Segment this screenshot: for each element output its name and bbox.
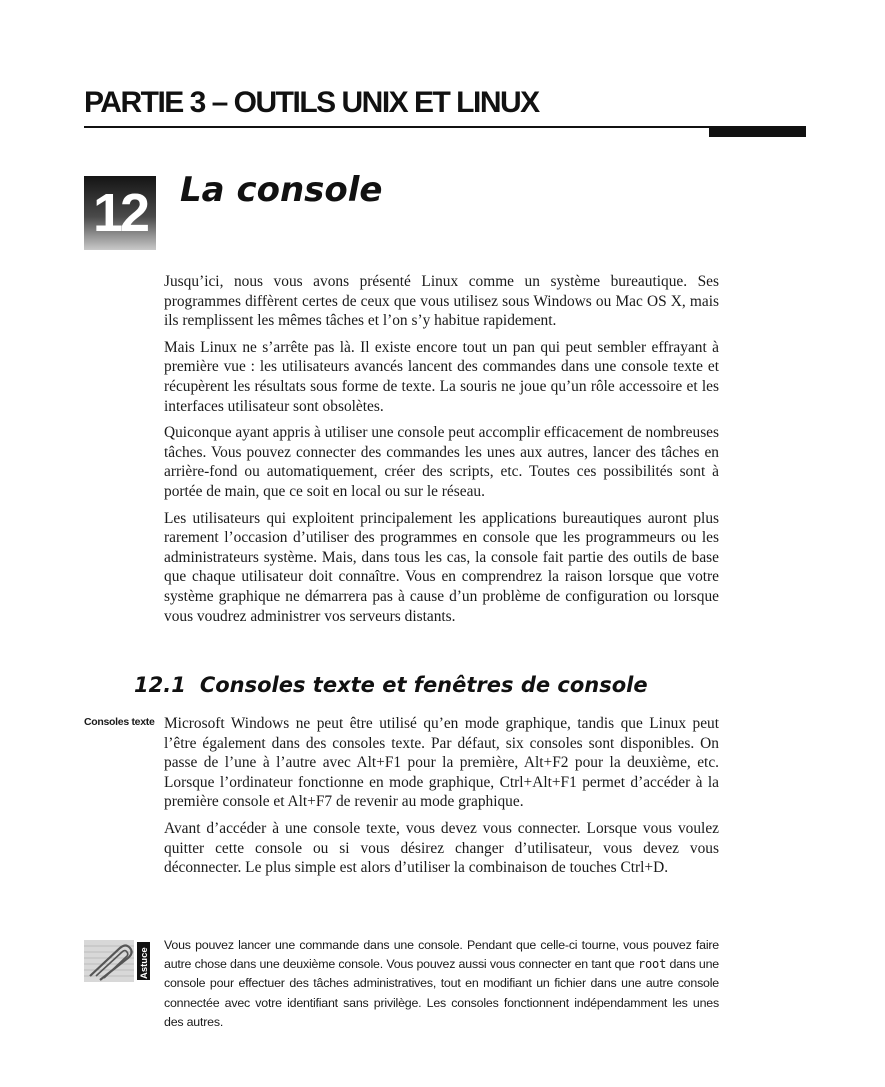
chapter-title: La console: [180, 170, 383, 210]
section-number: 12.1: [134, 673, 186, 697]
margin-note: Consoles texte: [84, 716, 155, 728]
header-rule: [84, 126, 806, 128]
paragraph: Avant d’accéder à une console texte, vous devez vous connecter. Lorsque vous voulez quitter cette console ou si vous désirez changer d’utilisateur, vous devez vous déconnecter. Le plus simple est alors d’utiliser la combinaison de touches Ctrl+D.: [164, 819, 719, 877]
section-title: Consoles texte et fenêtres de console: [199, 673, 648, 697]
paragraph: Microsoft Windows ne peut être utilisé qu’en mode graphique, tandis que Linux peut l’être également dans des consoles texte. Par défaut, six consoles sont disponibles. On passe de l’une à l’autre avec Alt+F1 pour la première, Alt+F2 pour la deuxième, etc. Lorsque l’ordinateur fonctionne en mode graphique, Ctrl+Alt+F1 permet d’accéder à la première console et Alt+F7 de revenir au mode graphique.: [164, 715, 719, 811]
chapter-number: 12: [84, 176, 156, 250]
paragraph: Les utilisateurs qui exploitent principalement les applications bureautiques auront plus rarement l’occasion d’utiliser des programmes en console que les programmeurs ou les administrateurs système. Mais, dans tous les cas, la console fait partie des outils de base que chaque utilisateur doit connaître. Vous en comprendrez la raison lorsque que votre système graphique ne démarrera pas à cause d’un problème de configuration ou lorsque vous voudrez administrer vos serveurs distants.: [164, 509, 719, 625]
note-text: [164, 936, 719, 1032]
note-text-end: dans une console pour effectuer des tâches administratives, tout en modifiant un fichier dans une autre console connectée avec votre identifiant sans privilège. Les consoles fonctionnent indépendamment les unes des autres.: [164, 957, 719, 1029]
paragraph: Quiconque ayant appris à utiliser une console peut accomplir efficacement de nombreuses tâches. Vous pouvez connecter des commandes les unes aux autres, lancer des tâches en arrière-fond ou automatiquement, créer des scripts, etc. Toutes ces possibilités sont à portée de main, que ce soit en local ou sur le réseau.: [164, 424, 719, 500]
section-text: [164, 714, 719, 885]
astuce-label: Astuce: [139, 947, 150, 979]
intro-text: [164, 272, 719, 633]
note-text-start: Vous pouvez lancer une commande dans une console. Pendant que celle-ci tourne, vous pouvez faire autre chose dans une deuxième console. Vous pouvez aussi vous connecter en tant que: [164, 938, 719, 972]
part-title: PARTIE 3 – OUTILS UNIX ET LINUX: [84, 86, 539, 119]
section-heading: [134, 673, 648, 697]
paragraph: Jusqu’ici, nous vous avons présenté Linux comme un système bureautique. Ses programmes diffèrent certes de ceux que vous utilisez sous Windows ou Mac OS X, mais ils remplissent les mêmes tâches et l’on s’y habitue rapidement.: [164, 273, 719, 330]
astuce-icon: [84, 940, 152, 982]
header-rule-tab: [709, 126, 806, 137]
paragraph: Mais Linux ne s’arrête pas là. Il existe encore tout un pan qui peut sembler effrayant à première vue : les utilisateurs avancés lancent des commandes dans une console texte et récupèrent les résultats sous forme de texte. La souris ne joue qu’un rôle accessoire et les interfaces utilisateur sont obsolètes.: [164, 338, 719, 415]
inline-code: root: [638, 957, 667, 972]
